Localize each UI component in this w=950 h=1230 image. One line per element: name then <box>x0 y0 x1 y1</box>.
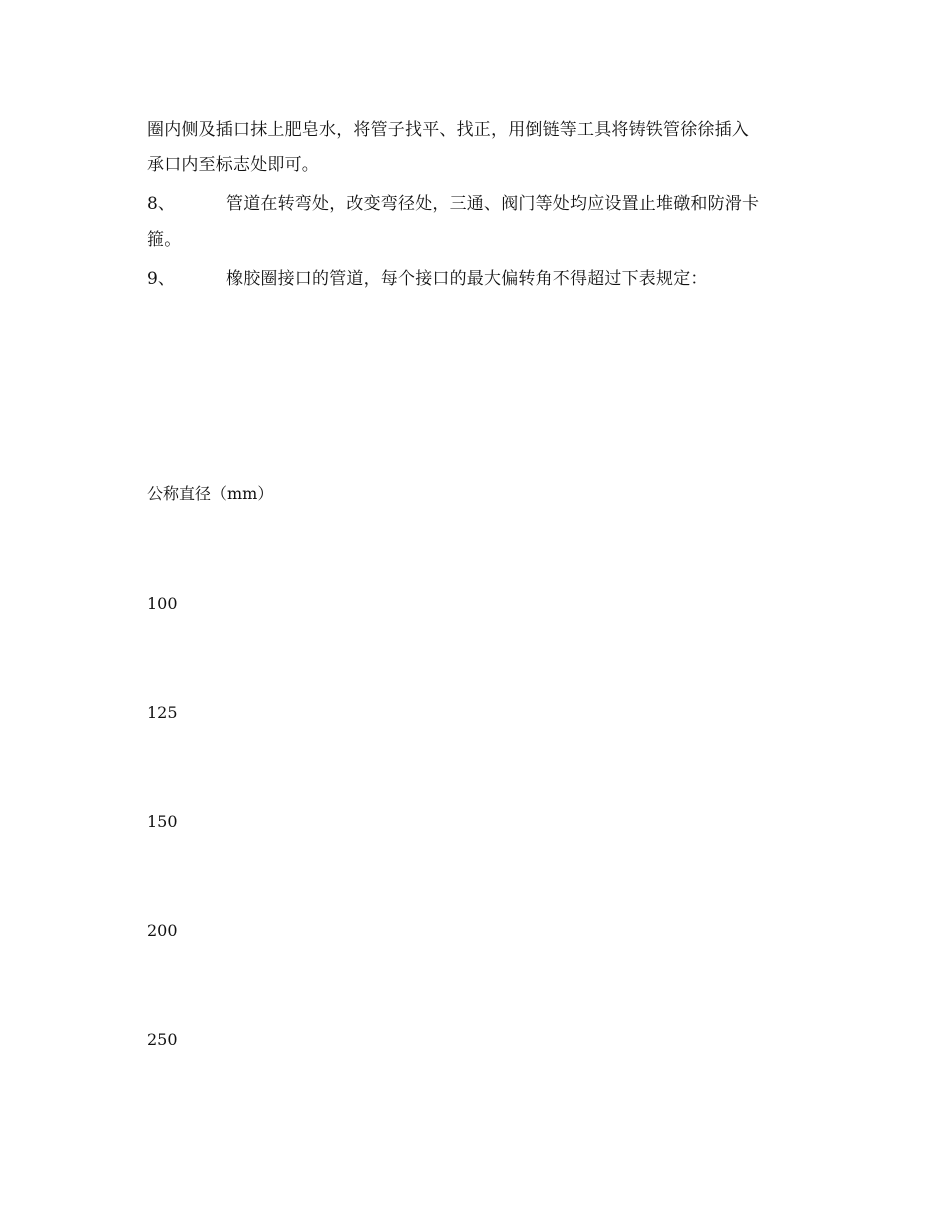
item-number: 9、 <box>147 269 175 289</box>
paragraph-line: 承口内至标志处即可。 <box>147 155 319 175</box>
table-cell-diameter: 100 <box>147 594 178 613</box>
item-text-continued: 箍。 <box>147 230 182 250</box>
table-header-nominal-diameter: 公称直径（mm） <box>147 484 274 503</box>
table-cell-diameter: 200 <box>147 921 178 940</box>
paragraph-line: 圈内侧及插口抹上肥皂水，将管子找平、找正，用倒链等工具将铸铁管徐徐插入 <box>147 120 749 140</box>
item-number: 8、 <box>147 194 175 214</box>
item-text: 管道在转弯处，改变弯径处，三通、阀门等处均应设置止堆礅和防滑卡 <box>226 194 760 214</box>
table-cell-diameter: 150 <box>147 812 178 831</box>
item-text: 橡胶圈接口的管道，每个接口的最大偏转角不得超过下表规定： <box>226 269 708 289</box>
table-cell-diameter: 125 <box>147 703 178 722</box>
table-cell-diameter: 250 <box>147 1030 178 1049</box>
